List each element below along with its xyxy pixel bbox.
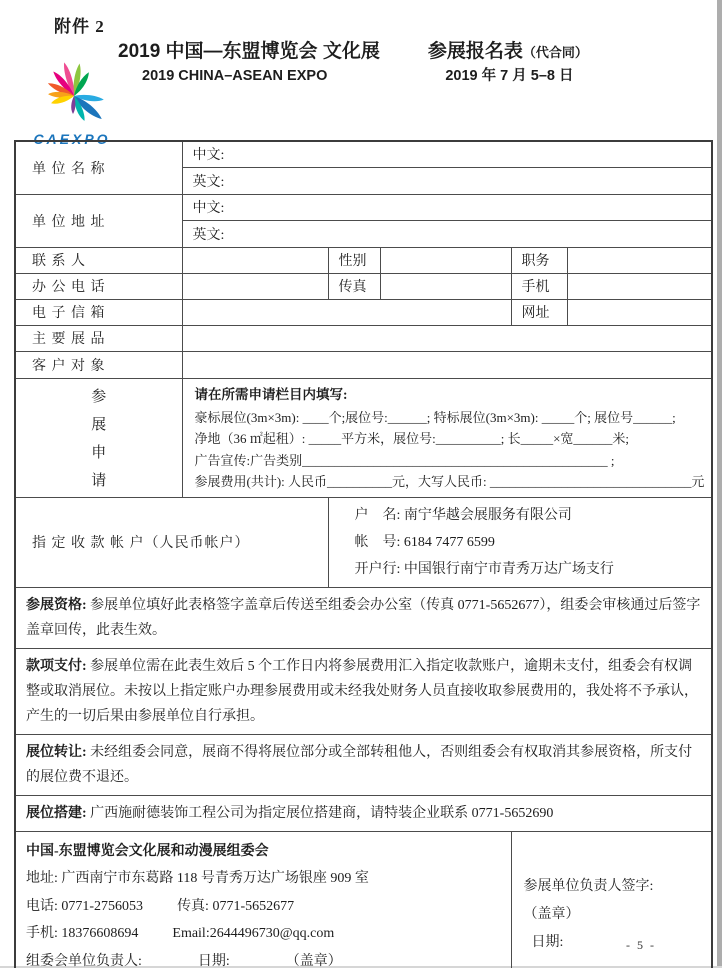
term-label: 款项支付: [26,658,87,674]
table-row [15,378,712,497]
unit-name-cn-field[interactable]: 中文: [182,141,712,167]
table-row [15,325,712,351]
position-label: 职务 [511,247,567,273]
table-row [15,351,712,378]
term-label: 参展资格: [26,597,87,613]
account-details [328,497,712,587]
unit-address-cn-field[interactable]: 中文: [182,194,712,220]
table-row [15,141,712,167]
unit-address-en-field[interactable]: 英文: [182,220,712,247]
exhibitor-signature-block[interactable] [511,831,712,968]
committee-seal-label: （盖章） [285,953,342,968]
table-row [15,734,712,795]
title-contract-note: （代合同） [522,45,588,60]
fax-field[interactable] [380,273,511,299]
website-label: 网址 [511,299,567,325]
account-label: 指 定 收 款 帐 户（人民币帐户） [15,497,328,587]
customers-field[interactable] [182,351,712,378]
term-qualification [15,587,712,648]
exhibits-field[interactable] [182,325,712,351]
table-row [15,299,712,325]
unit-address-label: 单 位 地 址 [15,194,182,247]
application-label-char: 请 [91,473,107,489]
exhibits-label: 主 要 展 品 [15,325,182,351]
account-number: 帐 号: 6184 7477 6599 [354,534,495,550]
application-ad-line: 广告宣传:广告类别_______________________________________________ ; [194,452,615,468]
application-label-char: 申 [91,445,107,461]
term-text: 未经组委会同意，展商不得将展位部分或全部转租他人，否则组委会有权取消其参展资格，所支付的展位费不退还。 [26,744,693,785]
committee-mobile-email [26,920,503,948]
committee-fax: 传真: 0771-5652677 [177,898,295,914]
title-form-name: 参展报名表 [427,41,523,62]
term-text: 参展单位需在此表生效后 5 个工作日内将参展费用汇入指定收款账户，逾期未支付，组委会有权调整或取消展位。未按以上指定账户办理参展费用或未经我处财务人员直接收取参展费用的，我处将不予承认，产生的一切后果由参展单位自行承担。 [26,658,698,724]
exhibitor-date-label: 日期: [531,935,564,951]
account-holder: 户 名: 南宁华越会展服务有限公司 [354,507,572,523]
email-field[interactable] [182,299,511,325]
office-phone-field[interactable] [182,273,328,299]
unit-name-en-field[interactable]: 英文: [182,167,712,194]
term-construction [15,795,712,831]
registration-table [14,140,713,968]
application-intro: 请在所需申请栏目内填写: [194,386,348,402]
contact-label: 联 系 人 [15,247,182,273]
table-row [15,795,712,831]
fax-label: 传真 [328,273,380,299]
table-row [15,194,712,220]
page-edge-shadow [717,0,722,968]
email-label: 电 子 信 箱 [15,299,182,325]
term-text: 参展单位填好此表格签字盖章后传送至组委会办公室（传真 0771-5652677），组委会审核通过后签字盖章回传，此表生效。 [26,597,701,638]
committee-phone: 电话: 0771-2756053 [26,898,144,914]
term-label: 展位转让: [26,744,87,760]
committee-mobile: 手机: 18376608694 [26,926,139,941]
committee-phone-fax [26,893,503,921]
committee-date-label: 日期: [197,953,230,968]
form-subtitle [142,64,702,85]
mobile-label: 手机 [511,273,567,299]
committee-signer-label: 组委会单位负责人: [26,953,142,968]
gender-label: 性别 [328,247,380,273]
exhibitor-seal-label: （盖章） [523,907,580,923]
term-text: 广西施耐德装饰工程公司为指定展位搭建商，请特装企业联系 0771-5652690 [86,805,554,821]
application-label-char: 参 [91,389,107,405]
application-label [15,378,182,497]
title-expo-cn: 2019 中国—东盟博览会 文化展 [118,41,380,62]
page-number: - 5 - [626,938,656,952]
table-row [15,587,712,648]
customers-label: 客 户 对 象 [15,351,182,378]
expo-date: 2019 年 7 月 5–8 日 [445,68,574,84]
table-row [15,273,712,299]
website-field[interactable] [567,299,712,325]
term-transfer [15,734,712,795]
term-label: 展位搭建: [26,805,87,821]
committee-email: Email:2644496730@qq.com [172,926,335,941]
committee-contact-block [15,831,511,968]
table-row [15,831,712,968]
table-row [15,648,712,734]
account-bank: 开户行: 中国银行南宁市青秀万达广场支行 [354,561,614,577]
caexpo-logo-icon [24,44,120,130]
application-label-char: 展 [91,417,107,433]
gender-field[interactable] [380,247,511,273]
caexpo-logo-text: CAEXPO [33,131,111,147]
application-rawspace-line: 净地（36 ㎡起租）: _____平方米，展位号:__________; 长_____×宽______米; [194,431,630,446]
term-payment [15,648,712,734]
exhibitor-sign-label: 参展单位负责人签字: [523,879,654,895]
mobile-field[interactable] [567,273,712,299]
contact-field[interactable] [182,247,328,273]
unit-name-label: 单 位 名 称 [15,141,182,194]
committee-signature-line[interactable] [26,948,503,968]
table-row [15,497,712,587]
committee-name: 中国-东盟博览会文化展和动漫展组委会 [26,843,269,859]
form-title [118,36,698,63]
committee-address: 地址: 广西南宁市东葛路 118 号青秀万达广场银座 909 室 [26,871,369,886]
application-fee-line: 参展费用(共计): 人民币__________元，大写人民币: _______________________________元 [194,474,705,489]
attachment-label: 附件 2 [54,17,105,36]
position-field[interactable] [567,247,712,273]
application-booth-line: 豪标展位(3m×3m): ____个;展位号:______; 特标展位(3m×3m): _____个; 展位号______; [194,409,676,425]
title-expo-en: 2019 CHINA–ASEAN EXPO [142,68,328,84]
caexpo-logo [22,44,122,147]
office-phone-label: 办 公 电 话 [15,273,182,299]
table-row [15,247,712,273]
application-content[interactable] [182,378,712,497]
